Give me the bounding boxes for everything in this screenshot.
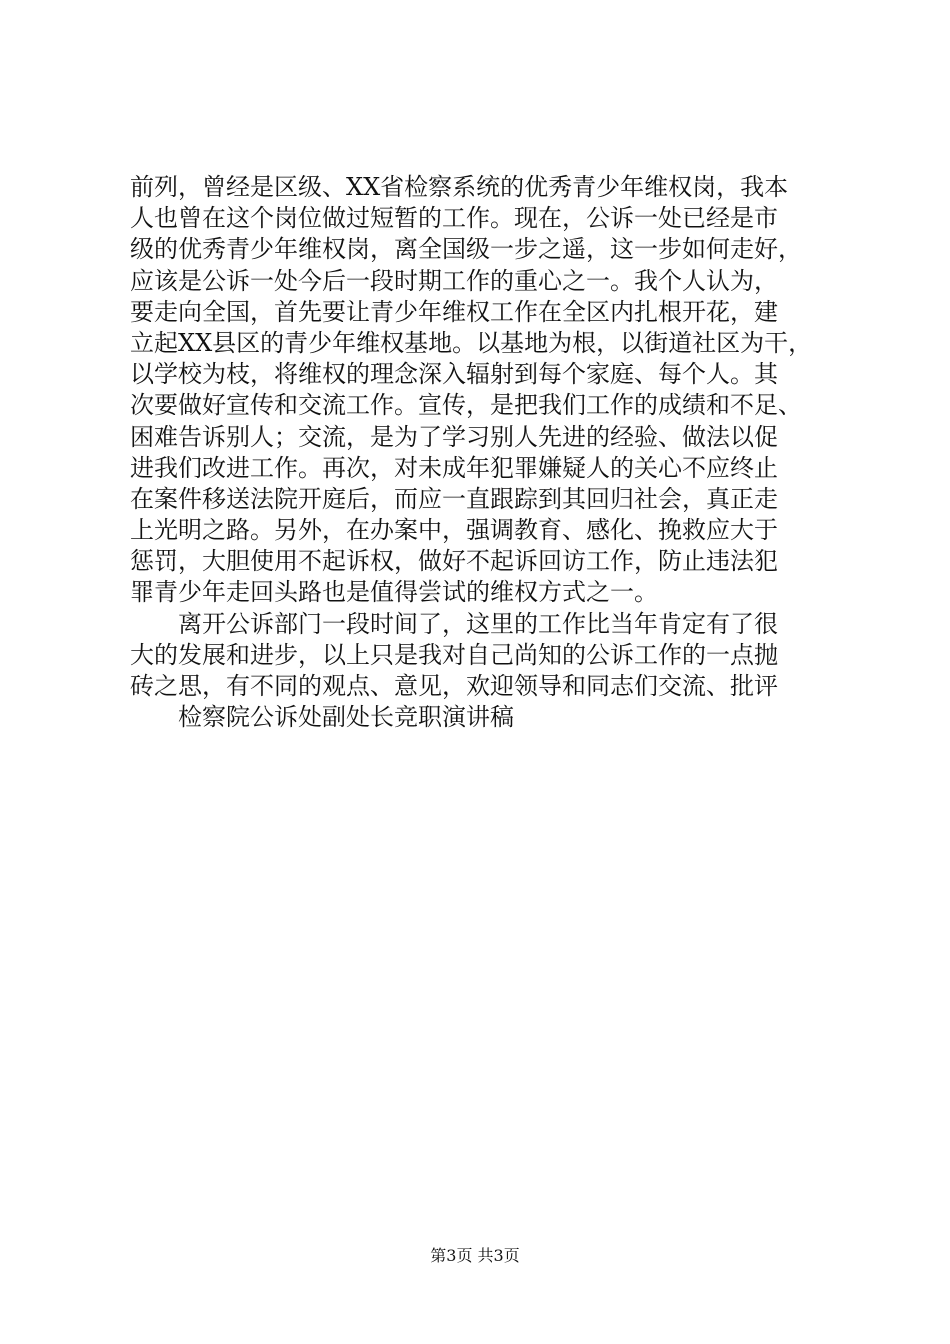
- text-line: 困难告诉别人；交流，是为了学习别人先进的经验、做法以促: [130, 422, 778, 451]
- text-line: 离开公诉部门一段时间了，这里的工作比当年肯定有了很: [130, 609, 778, 638]
- text-line: 人也曾在这个岗位做过短暂的工作。现在，公诉一处已经是市: [130, 204, 778, 233]
- document-body: [130, 172, 830, 733]
- text-line: 以学校为枝，将维权的理念深入辐射到每个家庭、每个人。其: [130, 360, 778, 389]
- text-line: 前列，曾经是区级、XX省检察系统的优秀青少年维权岗，我本: [130, 173, 789, 201]
- text-line: 应该是公诉一处今后一段时期工作的重心之一。我个人认为，: [130, 266, 778, 295]
- text-line: 砖之思，有不同的观点、意见，欢迎领导和同志们交流、批评: [130, 672, 778, 700]
- text-line: 上光明之路。另外，在办案中，强调教育、感化、挽救应大于: [130, 516, 778, 545]
- text-line: 要走向全国，首先要让青少年维权工作在全区内扎根开花，建: [130, 297, 778, 326]
- page-number-footer: 第3页 共3页: [430, 1246, 520, 1265]
- text-line: 进我们改进工作。再次，对未成年犯罪嫌疑人的关心不应终止: [130, 453, 778, 482]
- document-title-line: 检察院公诉处副处长竞职演讲稿: [130, 703, 514, 732]
- text-line: 在案件移送法院开庭后，而应一直跟踪到其回归社会，真正走: [130, 484, 778, 513]
- text-line: 惩罚，大胆使用不起诉权，做好不起诉回访工作，防止违法犯: [130, 547, 778, 576]
- text-line: 大的发展和进步，以上只是我对自己尚知的公诉工作的一点抛: [130, 640, 778, 669]
- text-line: 罪青少年走回头路也是值得尝试的维权方式之一。: [130, 578, 658, 607]
- text-line: 次要做好宣传和交流工作。宣传，是把我们工作的成绩和不足、: [130, 391, 802, 420]
- text-line: 级的优秀青少年维权岗，离全国级一步之遥，这一步如何走好，: [130, 235, 802, 264]
- text-line: 立起XX县区的青少年维权基地。以基地为根，以街道社区为干，: [130, 328, 813, 357]
